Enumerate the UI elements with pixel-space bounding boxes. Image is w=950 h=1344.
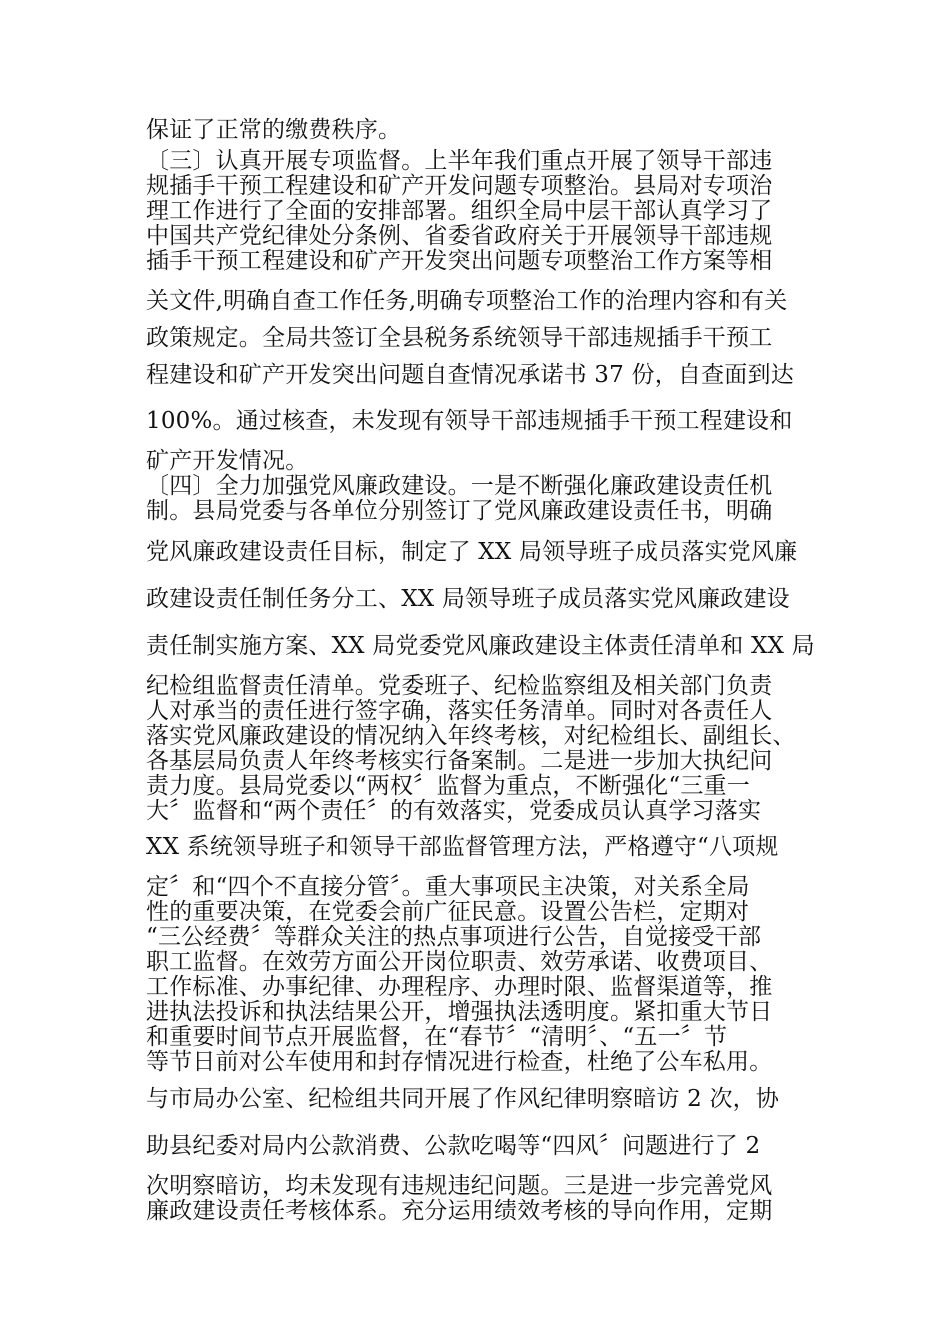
- text-line: 100%。通过核查，未发现有领导干部违规插手干预工程建设和: [146, 408, 793, 434]
- text-line: 廉政建设责任考核体系。充分运用绩效考核的导向作用，定期: [146, 1198, 773, 1224]
- text-line: 〔三〕认真开展专项监督。上半年我们重点开展了领导干部违: [146, 148, 773, 174]
- text-line: 次明察暗访，均未发现有违规违纪问题。三是进一步完善党风: [146, 1173, 773, 1199]
- text-line: “三公经费〞等群众关注的热点事项进行公告，自觉接受干部: [146, 924, 762, 950]
- text-line: 规插手干预工程建设和矿产开发问题专项整治。县局对专项治: [146, 173, 773, 199]
- text-line: 工作标准、办事纪律、办理程序、办理时限、监督渠道等，推: [146, 974, 773, 1000]
- text-line: 政建设责任制任务分工、XX 局领导班子成员落实党风廉政建设: [146, 586, 790, 612]
- text-line: 性的重要决策，在党委会前广征民意。设置公告栏，定期对: [146, 899, 750, 925]
- text-line: 中国共产党纪律处分条例、省委省政府关于开展领导干部违规: [146, 223, 773, 249]
- text-line: 矿产开发情况。: [146, 448, 309, 474]
- text-line: 人对承当的责任进行签字确，落实任务清单。同时对各责任人: [146, 698, 773, 724]
- text-line: 进执法投诉和执法结果公开，增强执法透明度。紧扣重大节日: [146, 999, 773, 1025]
- text-line: 〔四〕全力加强党风廉政建设。一是不断强化廉政建设责任机: [146, 473, 773, 499]
- text-line: 政策规定。全局共签订全县税务系统领导干部违规插手干预工: [146, 325, 773, 351]
- text-line: 理工作进行了全面的安排部署。组织全局中层干部认真学习了: [146, 198, 773, 224]
- text-line: 保证了正常的缴费秩序。: [146, 117, 402, 143]
- text-line: 落实党风廉政建设的情况纳入年终考核，对纪检组长、副组长、: [146, 723, 796, 749]
- text-line: 插手干预工程建设和矿产开发突出问题专项整治工作方案等相: [146, 248, 773, 274]
- text-line: 职工监督。在效劳方面公开岗位职责、效劳承诺、收费项目、: [146, 949, 773, 975]
- text-line: 党风廉政建设责任目标，制定了 XX 局领导班子成员落实党风廉: [146, 539, 798, 565]
- text-line: 和重要时间节点开展监督，在“春节〞“清明〞、“五一〞节: [146, 1024, 728, 1050]
- text-line: 程建设和矿产开发突出问题自查情况承诺书 37 份，自查面到达: [146, 362, 794, 388]
- text-line: 等节日前对公车使用和封存情况进行检查，杜绝了公车私用。: [146, 1049, 773, 1075]
- text-line: 大〞监督和“两个责任〞的有效落实，党委成员认真学习落实: [146, 798, 762, 824]
- text-line: XX 系统领导班子和领导干部监督管理方法，严格遵守“八项规: [146, 834, 779, 860]
- text-line: 助县纪委对局内公款消费、公款吃喝等“四风〞问题进行了 2: [146, 1133, 761, 1159]
- text-line: 责力度。县局党委以“两权〞监督为重点，不断强化“三重一: [146, 773, 750, 799]
- text-line: 与市局办公室、纪检组共同开展了作风纪律明察暗访 2 次，协: [146, 1086, 780, 1112]
- text-line: 责任制实施方案、XX 局党委党风廉政建设主体责任清单和 XX 局: [146, 633, 815, 659]
- text-line: 纪检组监督责任清单。党委班子、纪检监察组及相关部门负责: [146, 673, 773, 699]
- text-line: 定〞和“四个不直接分管〞。重大事项民主决策，对关系全局: [146, 874, 750, 900]
- text-line: 各基层局负责人年终考核实行备案制。二是进一步加大执纪问: [146, 748, 773, 774]
- text-line: 制。县局党委与各单位分别签订了党风廉政建设责任书，明确: [146, 498, 773, 524]
- text-line: 关文件,明确自查工作任务,明确专项整治工作的治理内容和有关: [146, 288, 788, 314]
